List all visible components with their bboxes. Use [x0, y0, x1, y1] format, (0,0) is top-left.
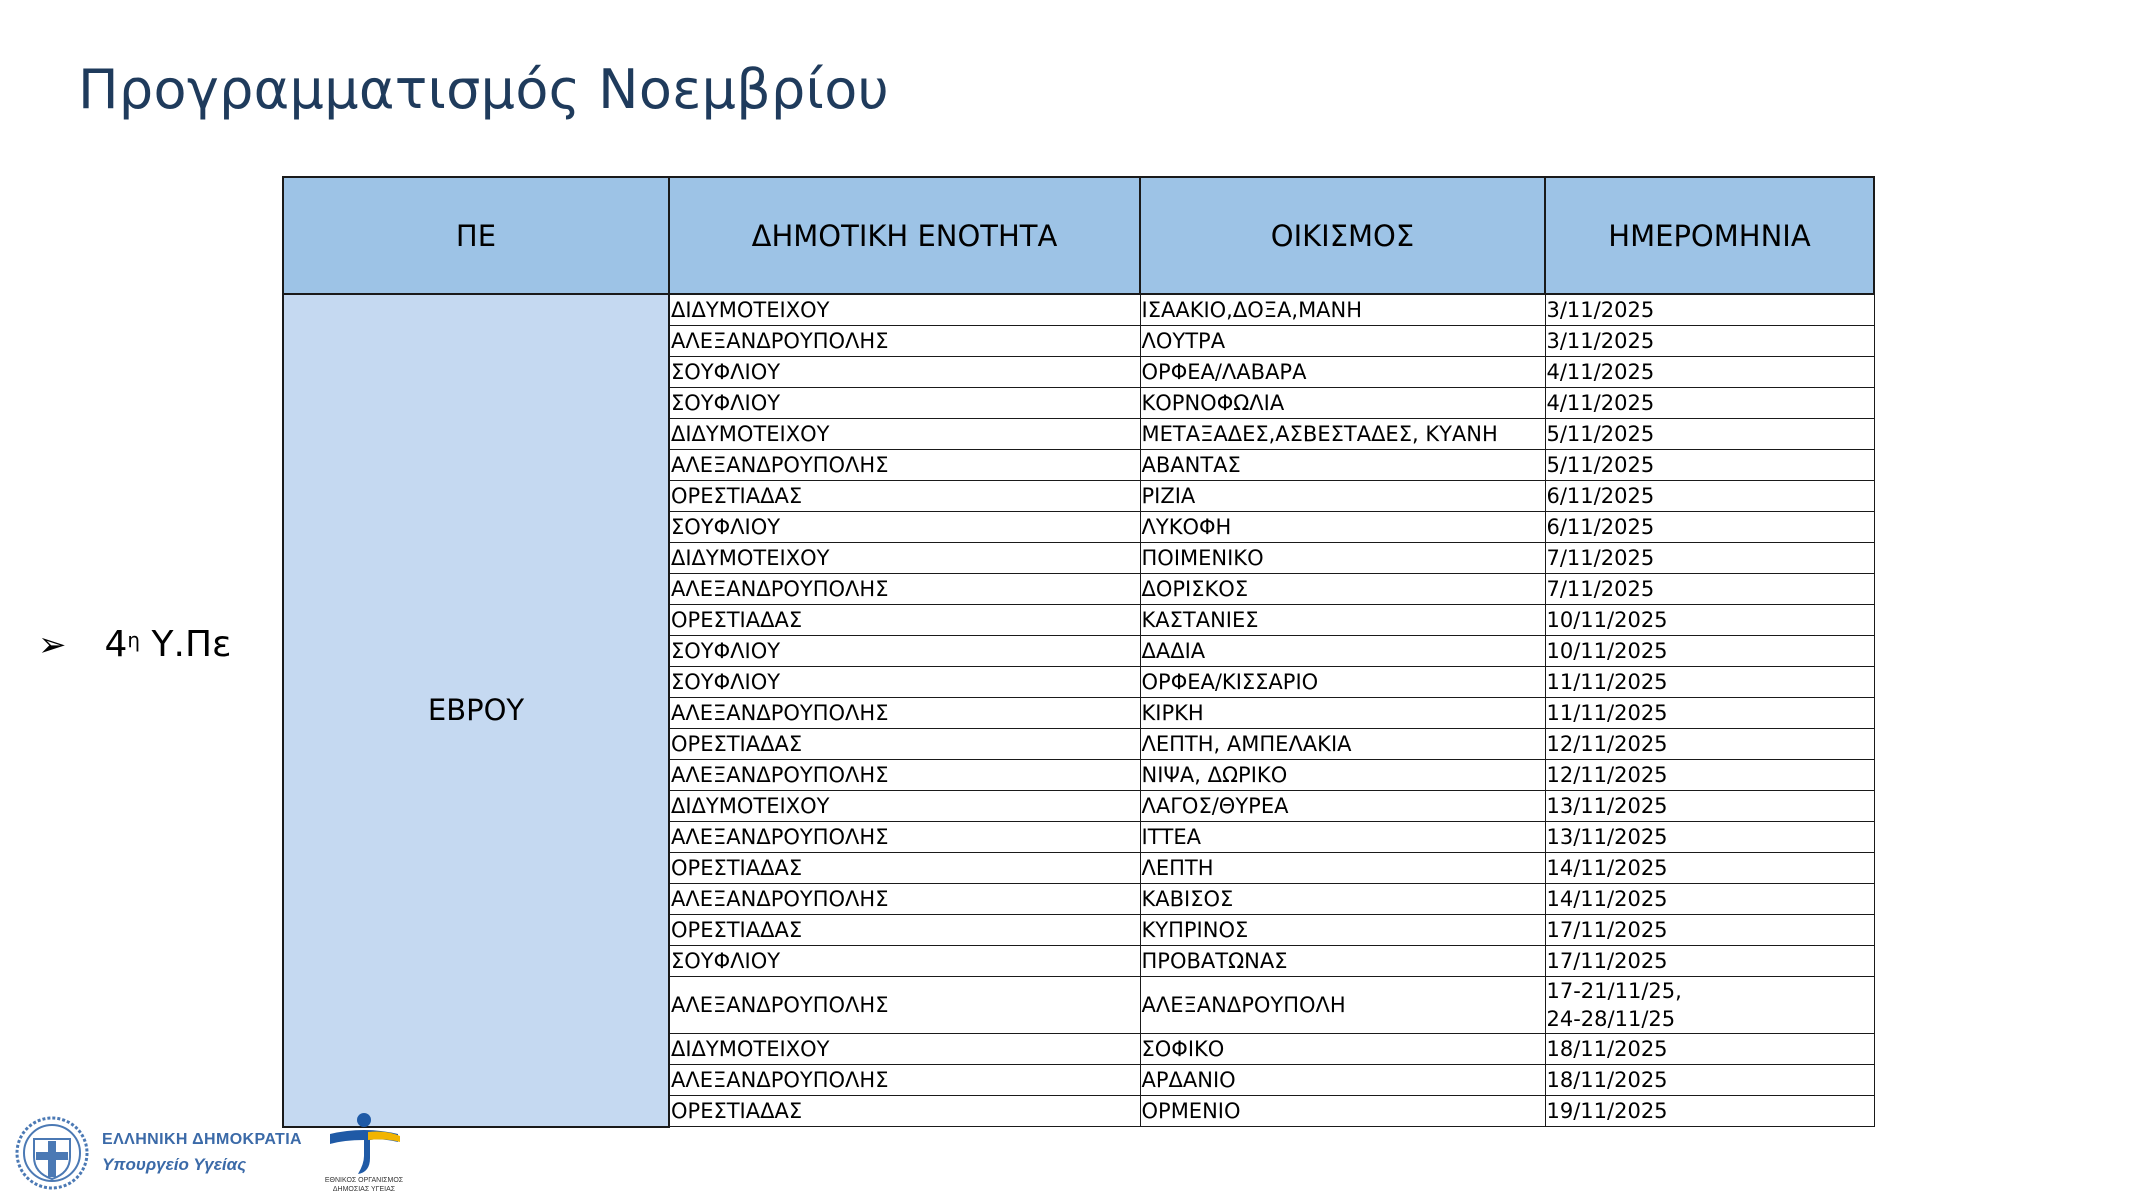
date-cell: 12/11/2025 [1545, 760, 1874, 791]
municipal-unit-cell: ΑΛΕΞΑΝΔΡΟΥΠΟΛΗΣ [669, 884, 1140, 915]
arrow-bullet-icon: ➢ [38, 624, 67, 665]
date-cell: 4/11/2025 [1545, 388, 1874, 419]
header-date: ΗΜΕΡΟΜΗΝΙΑ [1545, 177, 1874, 294]
settlement-cell: ΛΕΠΤΗ, ΑΜΠΕΛΑΚΙΑ [1140, 729, 1545, 760]
date-cell: 17/11/2025 [1545, 946, 1874, 977]
settlement-cell: ΛΥΚΟΦΗ [1140, 512, 1545, 543]
settlement-cell: ΑΡΔΑΝΙΟ [1140, 1065, 1545, 1096]
municipal-unit-cell: ΔΙΔΥΜΟΤΕΙΧΟΥ [669, 791, 1140, 822]
municipal-unit-cell: ΔΙΔΥΜΟΤΕΙΧΟΥ [669, 419, 1140, 450]
settlement-cell: ΝΙΨΑ, ΔΩΡΙΚΟ [1140, 760, 1545, 791]
municipal-unit-cell: ΟΡΕΣΤΙΑΔΑΣ [669, 915, 1140, 946]
municipal-unit-cell: ΔΙΔΥΜΟΤΕΙΧΟΥ [669, 1034, 1140, 1065]
date-cell: 12/11/2025 [1545, 729, 1874, 760]
date-cell: 11/11/2025 [1545, 667, 1874, 698]
settlement-cell: ΑΛΕΞΑΝΔΡΟΥΠΟΛΗ [1140, 977, 1545, 1034]
date-cell: 10/11/2025 [1545, 636, 1874, 667]
footer-logos [14, 1112, 404, 1194]
table-header-row [283, 177, 1874, 294]
settlement-cell: ΑΒΑΝΤΑΣ [1140, 450, 1545, 481]
municipal-unit-cell: ΣΟΥΦΛΙΟΥ [669, 512, 1140, 543]
health-region-number: 4 [104, 624, 128, 665]
date-cell: 14/11/2025 [1545, 853, 1874, 884]
greek-state-emblem-icon [14, 1115, 90, 1191]
eody-logo-icon [324, 1112, 404, 1176]
date-cell: 4/11/2025 [1545, 357, 1874, 388]
settlement-cell: ΚΥΠΡΙΝΟΣ [1140, 915, 1545, 946]
date-cell: 7/11/2025 [1545, 543, 1874, 574]
settlement-cell: ΠΟΙΜΕΝΙΚΟ [1140, 543, 1545, 574]
date-cell: 7/11/2025 [1545, 574, 1874, 605]
eody-line-2: ΔΗΜΟΣΙΑΣ ΥΓΕΙΑΣ [332, 1186, 396, 1193]
date-cell: 14/11/2025 [1545, 884, 1874, 915]
municipal-unit-cell: ΔΙΔΥΜΟΤΕΙΧΟΥ [669, 543, 1140, 574]
republic-label: ΕΛΛΗΝΙΚΗ ΔΗΜΟΚΡΑΤΙΑ [102, 1131, 302, 1148]
municipal-unit-cell: ΑΛΕΞΑΝΔΡΟΥΠΟΛΗΣ [669, 1065, 1140, 1096]
date-cell: 5/11/2025 [1545, 450, 1874, 481]
settlement-cell: ΜΕΤΑΞΑΔΕΣ,ΑΣΒΕΣΤΑΔΕΣ, ΚΥΑΝΗ [1140, 419, 1545, 450]
page-title: Προγραμματισμός Νοεμβρίου [78, 58, 890, 121]
settlement-cell: ΠΡΟΒΑΤΩΝΑΣ [1140, 946, 1545, 977]
date-cell: 5/11/2025 [1545, 419, 1874, 450]
municipal-unit-cell: ΑΛΕΞΑΝΔΡΟΥΠΟΛΗΣ [669, 822, 1140, 853]
municipal-unit-cell: ΣΟΥΦΛΙΟΥ [669, 636, 1140, 667]
municipal-unit-cell: ΟΡΕΣΤΙΑΔΑΣ [669, 1096, 1140, 1127]
health-region-label [38, 624, 232, 665]
municipal-unit-cell: ΣΟΥΦΛΙΟΥ [669, 357, 1140, 388]
settlement-cell: ΙΣΑΑΚΙΟ,ΔΟΞΑ,ΜΑΝΗ [1140, 294, 1545, 326]
header-pe: ΠΕ [283, 177, 669, 294]
settlement-cell: ΣΟΦΙΚΟ [1140, 1034, 1545, 1065]
date-cell: 18/11/2025 [1545, 1034, 1874, 1065]
health-region-ordinal: η [127, 628, 141, 652]
date-cell: 10/11/2025 [1545, 605, 1874, 636]
header-municipal-unit: ΔΗΜΟΤΙΚΗ ΕΝΟΤΗΤΑ [669, 177, 1140, 294]
municipal-unit-cell: ΟΡΕΣΤΙΑΔΑΣ [669, 605, 1140, 636]
municipal-unit-cell: ΑΛΕΞΑΝΔΡΟΥΠΟΛΗΣ [669, 760, 1140, 791]
eody-text [325, 1176, 403, 1194]
table-row [283, 294, 1874, 326]
settlement-cell: ΟΡΦΕΑ/ΛΑΒΑΡΑ [1140, 357, 1545, 388]
date-cell: 17-21/11/25, 24-28/11/25 [1545, 977, 1874, 1034]
date-cell: 13/11/2025 [1545, 791, 1874, 822]
health-region-name: Υ.Πε [140, 624, 232, 665]
date-cell: 3/11/2025 [1545, 326, 1874, 357]
settlement-cell: ΚΙΡΚΗ [1140, 698, 1545, 729]
municipal-unit-cell: ΑΛΕΞΑΝΔΡΟΥΠΟΛΗΣ [669, 326, 1140, 357]
ministry-label: Υπουργείο Υγείας [102, 1155, 247, 1174]
header-settlement: ΟΙΚΙΣΜΟΣ [1140, 177, 1545, 294]
municipal-unit-cell: ΑΛΕΞΑΝΔΡΟΥΠΟΛΗΣ [669, 977, 1140, 1034]
schedule-table [282, 176, 1875, 1128]
municipal-unit-cell: ΣΟΥΦΛΙΟΥ [669, 388, 1140, 419]
settlement-cell: ΔΟΡΙΣΚΟΣ [1140, 574, 1545, 605]
date-cell: 18/11/2025 [1545, 1065, 1874, 1096]
date-cell: 19/11/2025 [1545, 1096, 1874, 1127]
settlement-cell: ΚΑΣΤΑΝΙΕΣ [1140, 605, 1545, 636]
municipal-unit-cell: ΑΛΕΞΑΝΔΡΟΥΠΟΛΗΣ [669, 574, 1140, 605]
municipal-unit-cell: ΟΡΕΣΤΙΑΔΑΣ [669, 729, 1140, 760]
settlement-cell: ΛΕΠΤΗ [1140, 853, 1545, 884]
settlement-cell: ΡΙΖΙΑ [1140, 481, 1545, 512]
municipal-unit-cell: ΣΟΥΦΛΙΟΥ [669, 946, 1140, 977]
settlement-cell: ΔΑΔΙΑ [1140, 636, 1545, 667]
date-cell: 13/11/2025 [1545, 822, 1874, 853]
municipal-unit-cell: ΣΟΥΦΛΙΟΥ [669, 667, 1140, 698]
municipal-unit-cell: ΔΙΔΥΜΟΤΕΙΧΟΥ [669, 294, 1140, 326]
municipal-unit-cell: ΑΛΕΞΑΝΔΡΟΥΠΟΛΗΣ [669, 450, 1140, 481]
eody-logo [324, 1112, 404, 1194]
ministry-text [102, 1131, 302, 1175]
settlement-cell: ΛΟΥΤΡΑ [1140, 326, 1545, 357]
date-cell: 6/11/2025 [1545, 512, 1874, 543]
municipal-unit-cell: ΟΡΕΣΤΙΑΔΑΣ [669, 481, 1140, 512]
municipal-unit-cell: ΟΡΕΣΤΙΑΔΑΣ [669, 853, 1140, 884]
date-cell: 17/11/2025 [1545, 915, 1874, 946]
region-cell: ΕΒΡΟΥ [283, 294, 669, 1127]
settlement-cell: ΚΑΒΙΣΟΣ [1140, 884, 1545, 915]
settlement-cell: ΚΟΡΝΟΦΩΛΙΑ [1140, 388, 1545, 419]
date-cell: 11/11/2025 [1545, 698, 1874, 729]
settlement-cell: ΟΡΜΕΝΙΟ [1140, 1096, 1545, 1127]
settlement-cell: ΙΤΤΕΑ [1140, 822, 1545, 853]
municipal-unit-cell: ΑΛΕΞΑΝΔΡΟΥΠΟΛΗΣ [669, 698, 1140, 729]
date-cell: 3/11/2025 [1545, 294, 1874, 326]
settlement-cell: ΟΡΦΕΑ/ΚΙΣΣΑΡΙΟ [1140, 667, 1545, 698]
date-cell: 6/11/2025 [1545, 481, 1874, 512]
settlement-cell: ΛΑΓΟΣ/ΘΥΡΕΑ [1140, 791, 1545, 822]
eody-line-1: ΕΘΝΙΚΟΣ ΟΡΓΑΝΙΣΜΟΣ [324, 1177, 404, 1184]
health-region-text [105, 624, 232, 665]
